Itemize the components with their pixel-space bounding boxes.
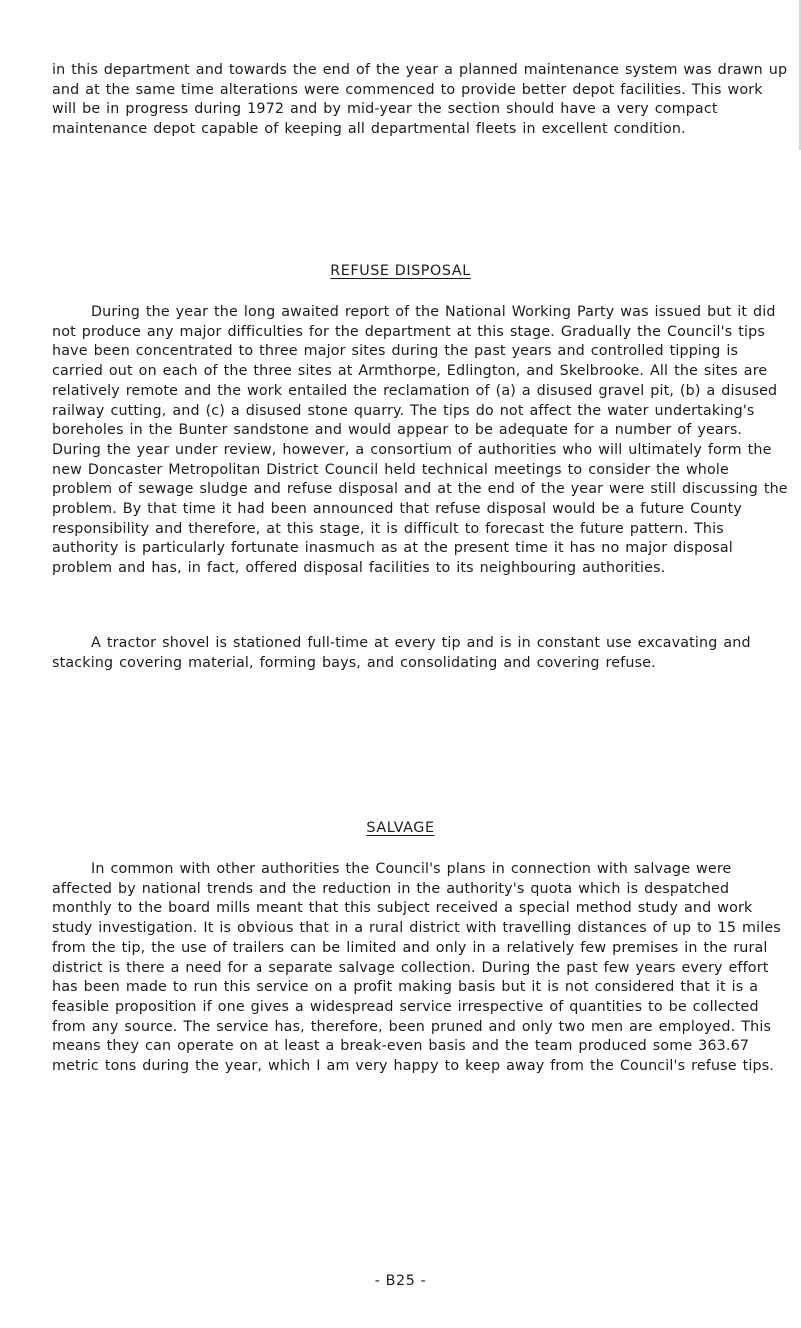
heading-salvage-text: SALVAGE [366, 820, 435, 836]
heading-refuse-disposal-text: REFUSE DISPOSAL [330, 263, 471, 279]
heading-refuse-disposal [0, 263, 801, 279]
heading-salvage [0, 820, 801, 836]
page-number: - B25 - [374, 1273, 427, 1289]
paragraph-tractor-shovel: A tractor shovel is stationed full-time at every tip and is in constant use excavating and stacking covering material, forming bays, and consolidating and covering refuse. [52, 635, 751, 671]
paragraph-salvage: In common with other authorities the Council's plans in connection with salvage were affected by national trends and the reduction in the authority's quota which is despatched monthly to the board mills meant that this subject received a special method study and work study investigation. It is obvious that in a rural district with travelling distances of up to 15 miles from the tip, the use of trailers can be limited and only in a relatively few premises in the rural district is there a need for a separate salvage collection. During the past few years every effort has been made to run this service on a profit making basis but it is not considered that it is a feasible proposition if one gives a widespread service irrespective of quantities to be collected from any source. The service has, therefore, been pruned and only two men are employed. This means they can operate on at least a break-even basis and the team produced some 363.67 metric tons during the year, which I am very happy to keep away from the Council's refuse tips. [52, 861, 781, 1075]
paragraph-refuse-disposal: During the year the long awaited report of the National Working Party was issued but it did not produce any major difficulties for the department at this stage. Gradually the Council's tips have been concentrated to three major sites during the past years and controlled tipping is carried out on each of the three sites at Armthorpe, Edlington, and Skelbrooke. All the sites are relatively remote and the work entailed the reclamation of (a) a disused gravel pit, (b) a disused railway cutting, and (c) a disused stone quarry. The tips do not affect the water undertaking's boreholes in the Bunter sandstone and would appear to be adequate for a number of years. During the year under review, however, a consortium of authorities who will ultimately form the new Doncaster Metropolitan District Council held technical meetings to consider the whole problem of sewage sludge and refuse disposal and at the end of the year were still discussing the problem. By that time it had been announced that refuse disposal would be a future County responsibility and therefore, at this stage, it is difficult to forecast the future pattern. This authority is particularly fortunate inasmuch as at the present time it has no major disposal problem and has, in fact, offered disposal facilities to its neighbouring authorities. [52, 304, 788, 577]
paragraph-maintenance: in this department and towards the end of the year a planned maintenance system was drawn up and at the same time alterations were commenced to provide better depot facilities. This work will be in progress during 1972 and by mid-year the section should have a very compact maintenance depot capable of keeping all departmental fleets in excellent condition. [52, 62, 788, 138]
